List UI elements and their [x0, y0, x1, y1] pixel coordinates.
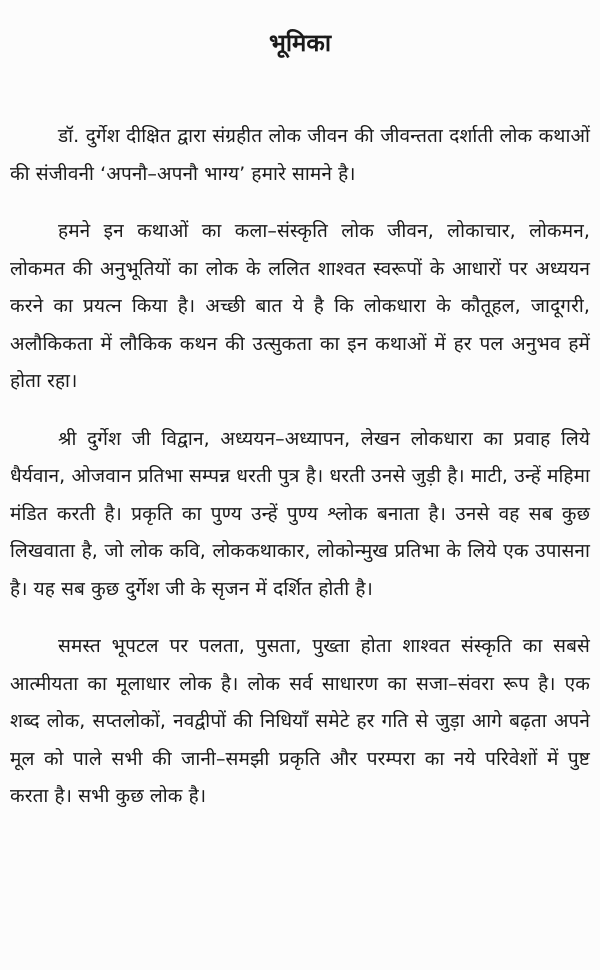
page-title: भूमिका: [268, 29, 332, 57]
paragraph-1: डॉ. दुर्गेश दीक्षित द्वारा संग्रहीत लोक जीवन की जीवन्तता दर्शाती लोक कथाओं की संजीवनी ‘अपनौ–अपनौ भाग्य’ हमारे सामने है।: [10, 125, 590, 185]
paragraph-3: श्री दुर्गेश जी विद्वान, अध्ययन–अध्यापन, लेखन लोकधारा का प्रवाह लिये धैर्यवान, ओजवान प्रतिभा सम्पन्न धरती पुत्र है। धरती उनसे जुड़ी है। माटी, उन्हें महिमा मंडित करती है। प्रकृति का पुण्य उन्हें पुण्य श्लोक बनाता है। उनसे वह सब कुछ लिखवाता है, जो लोक कवि, लोककथाकार, लोकोन्मुख प्रतिभा के लिये एक उपासना है। यह सब कुछ दुर्गेश जी के सृजन में दर्शित होती है।: [10, 427, 590, 600]
paragraph-4: समस्त भूपटल पर पलता, पुसता, पुख्ता होता शाश्वत संस्कृति का सबसे आत्मीयता का मूलाधार लोक है। लोक सर्व साधारण का सजा–संवरा रूप है। एक शब्द लोक, सप्तलोकों, नवद्वीपों की निधियाँ समेटे हर गति से जुड़ा आगे बढ़ता अपने मूल को पाले सभी की जानी–समझी प्रकृति और परम्परा का नये परिवेशों में पुष्ट करता है। सभी कुछ लोक है।: [10, 635, 590, 807]
paragraph-2: हमने इन कथाओं का कला–संस्कृति लोक जीवन, लोकाचार, लोकमन, लोकमत की अनुभूतियों का लोक के ललित शाश्वत स्वरूपों के आधारों पर अध्ययन करने का प्रयत्न किया है। अच्छी बात ये है कि लोकधारा के कौतूहल, जादूगरी, अलौकिकता में लौकिक कथन की उत्सुकता का इन कथाओं में हर पल अनुभव हमें होता रहा।: [10, 220, 590, 392]
